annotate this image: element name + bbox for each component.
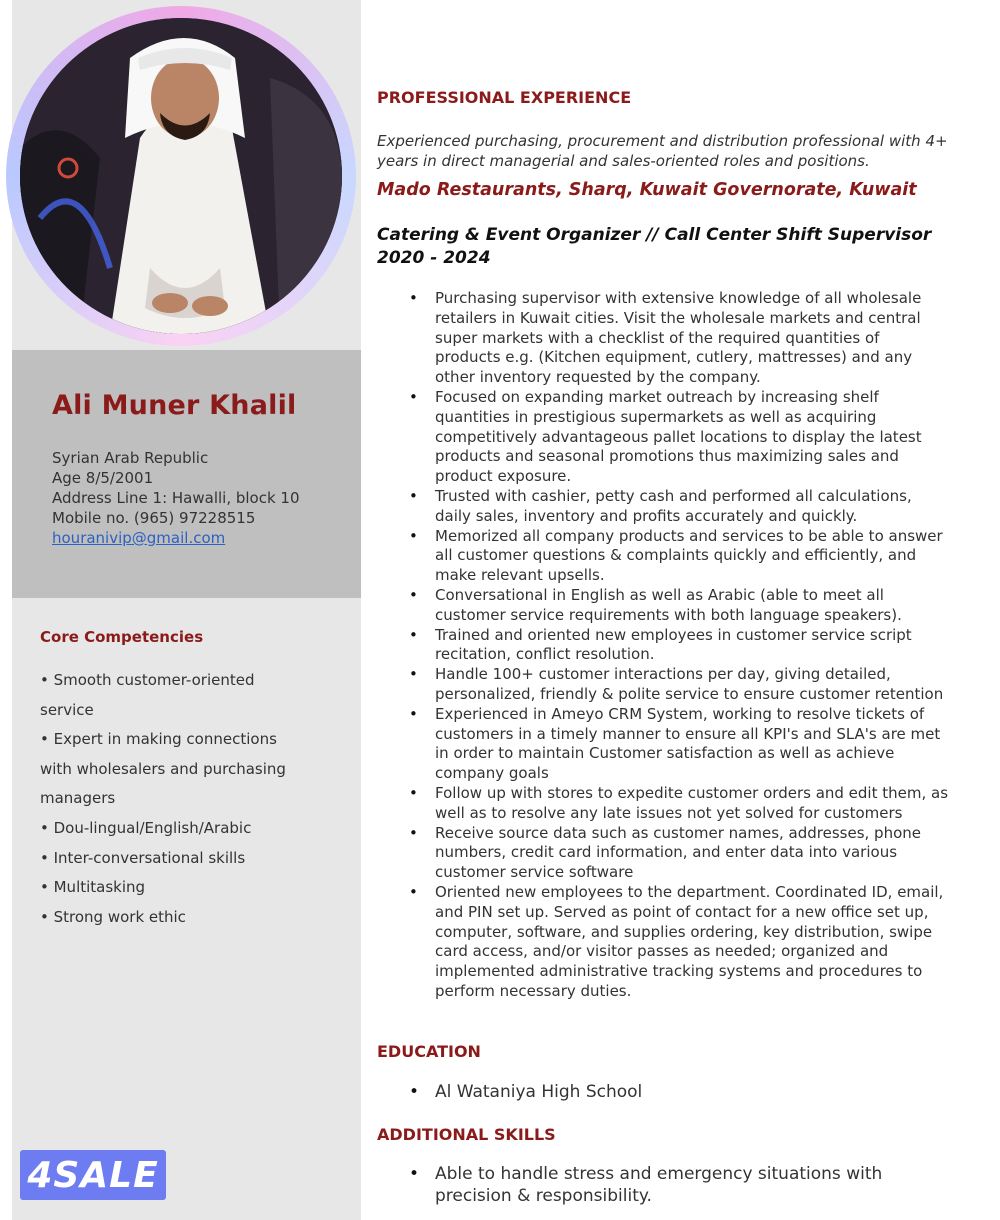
duty-item: • Trusted with cashier, petty cash and performed all calculations, daily sales, inventory and profits accurately and quickly. <box>409 487 949 527</box>
profile-photo <box>20 18 342 334</box>
competency-line: service <box>40 700 94 719</box>
candidate-name: Ali Muner Khalil <box>52 390 297 421</box>
skill-item: • Able to handle stress and emergency situations with precision & responsibility. <box>409 1163 949 1207</box>
competency-line: managers <box>40 789 116 808</box>
competency-line: • Dou-lingual/English/Arabic <box>40 818 252 837</box>
role-title: Catering & Event Organizer // Call Center Shift Supervisor <box>377 225 932 245</box>
education-title: EDUCATION <box>377 1042 481 1061</box>
competency-line: with wholesalers and purchasing <box>40 759 286 778</box>
duty-item: • Receive source data such as customer names, addresses, phone numbers, credit card information, and enter data into various customer service software <box>409 824 949 883</box>
mobile-number: Mobile no. (965) 97228515 <box>52 509 256 527</box>
competencies-list <box>40 666 340 932</box>
nationality: Syrian Arab Republic <box>52 449 209 467</box>
education-list <box>409 1081 949 1103</box>
person-illustration <box>20 18 342 334</box>
duty-item: • Conversational in English as well as Arabic (able to meet all customer service requirements with both language speakers). <box>409 586 949 626</box>
education-item: • Al Wataniya High School <box>409 1081 949 1103</box>
duties-list <box>409 289 949 1002</box>
badge-text: 4SALE <box>27 1154 159 1196</box>
identity-block <box>12 350 361 598</box>
duty-item: • Experienced in Ameyo CRM System, working to resolve tickets of customers in a timely manner to ensure all KPI's and SLA's are met in order to maintain Customer satisfaction as well as achieve company goals <box>409 705 949 784</box>
competency-line: • Multitasking <box>40 878 146 897</box>
contact-details <box>52 448 300 548</box>
competency-line: • Inter-conversational skills <box>40 848 246 867</box>
competencies-title: Core Competencies <box>40 628 204 646</box>
job-role <box>377 224 931 270</box>
experience-title: PROFESSIONAL EXPERIENCE <box>377 88 632 107</box>
address: Address Line 1: Hawalli, block 10 <box>52 489 300 507</box>
company-name: Mado Restaurants, Sharq, Kuwait Governorate, Kuwait <box>377 180 917 200</box>
duty-item: • Follow up with stores to expedite customer orders and edit them, as well as to resolve any late issues not yet solved for customers <box>409 784 949 824</box>
duty-item: • Memorized all company products and services to be able to answer all customer questions & complaints quickly and efficiently, and make relevant upsells. <box>409 527 949 586</box>
profile-photo-frame <box>6 6 356 346</box>
watermark-badge <box>20 1150 166 1200</box>
age: Age 8/5/2001 <box>52 469 154 487</box>
email-link[interactable]: houranivip@gmail.com <box>52 529 226 547</box>
competency-line: • Strong work ethic <box>40 907 186 926</box>
duty-item: • Purchasing supervisor with extensive knowledge of all wholesale retailers in Kuwait cities. Visit the wholesale markets and central super markets with a checklist of the required quantities of products e.g. (Kitchen equipment, cutlery, mattresses) and any other inventory requested by the company. <box>409 289 949 388</box>
core-competencies <box>40 628 340 932</box>
experience-summary: Experienced purchasing, procurement and distribution professional with 4+ years in direct managerial and sales-oriented roles and positions. <box>377 132 948 170</box>
duty-item: • Handle 100+ customer interactions per day, giving detailed, personalized, friendly & polite service to ensure customer retention <box>409 665 949 705</box>
skills-title: ADDITIONAL SKILLS <box>377 1125 556 1144</box>
competency-line: • Smooth customer-oriented <box>40 671 255 689</box>
competency-line: • Expert in making connections <box>40 730 277 749</box>
duty-item: • Oriented new employees to the department. Coordinated ID, email, and PIN set up. Served as point of contact for a new office set up, computer, software, and supplies ordering, key distribution, swipe card access, and/or visitor passes as needed; organized and implemented administrative tracking systems and procedures to perform necessary duties. <box>409 883 949 1002</box>
duty-item: • Trained and oriented new employees in customer service script recitation, conflict resolution. <box>409 626 949 666</box>
skills-list <box>409 1163 949 1207</box>
duty-item: • Focused on expanding market outreach by increasing shelf quantities in prestigious supermarkets as well as acquiring competitively advantageous pallet locations to display the latest products and seasonal promotions thus maximizing sales and product exposure. <box>409 388 949 487</box>
role-period: 2020 - 2024 <box>377 248 491 268</box>
